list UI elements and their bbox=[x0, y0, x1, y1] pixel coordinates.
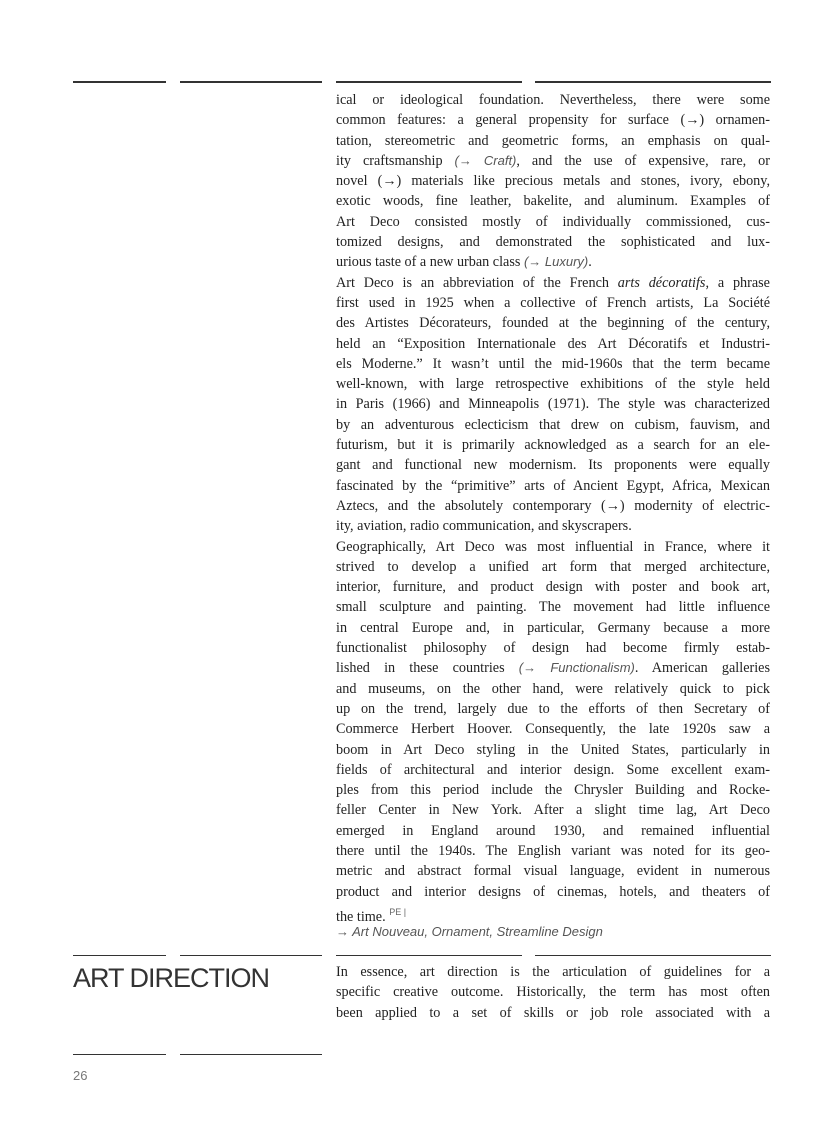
text-line bbox=[336, 882, 770, 902]
text-line bbox=[336, 557, 770, 577]
text-line bbox=[336, 273, 770, 293]
text-run: , a phrase bbox=[705, 274, 770, 291]
text-run: metric and abstract formal visual language, evident in numerous bbox=[336, 863, 770, 880]
text-run: ples from this period include the Chrysler Building and Rocke- bbox=[336, 782, 770, 799]
text-run: Aztecs, and the absolutely contemporary (→) modernity of electric- bbox=[336, 497, 770, 514]
art-direction-entry-text bbox=[336, 962, 770, 1023]
text-line bbox=[336, 962, 770, 982]
text-run: specific creative outcome. Historically, the term has most often bbox=[336, 984, 770, 1001]
text-line bbox=[336, 171, 770, 191]
text-run: well-known, with large retrospective exhibitions of the style held bbox=[336, 376, 770, 393]
text-run: product and interior designs of cinemas, hotels, and theaters of bbox=[336, 883, 770, 900]
column-rule bbox=[73, 955, 166, 956]
text-run: tation, stereometric and geometric forms, an emphasis on qual- bbox=[336, 132, 770, 149]
text-run: up on the trend, largely due to the efforts of then Secretary of bbox=[336, 700, 770, 717]
cross-reference-link[interactable]: (→ Luxury) bbox=[523, 254, 589, 270]
text-line bbox=[336, 658, 770, 678]
text-run: strived to develop a unified art form that merged architecture, bbox=[336, 558, 770, 575]
text-line bbox=[336, 313, 770, 333]
text-run: in central Europe and, in particular, Germany because a more bbox=[336, 619, 770, 636]
text-run: exotic woods, fine leather, bakelite, and aluminum. Examples of bbox=[336, 193, 770, 210]
page-number: 26 bbox=[73, 1068, 88, 1083]
text-line bbox=[336, 394, 770, 414]
text-run: common features: a general propensity for surface (→) ornamen- bbox=[336, 112, 770, 129]
text-line bbox=[336, 334, 770, 354]
text-line bbox=[336, 821, 770, 841]
text-line bbox=[336, 131, 770, 151]
text-line bbox=[336, 800, 770, 820]
text-run: by an adventurous eclecticism that drew on cubism, fauvism, and bbox=[336, 416, 770, 433]
text-run: ical or ideological foundation. Nevertheless, there were some bbox=[336, 92, 770, 108]
author-initials: PE | bbox=[389, 906, 407, 917]
text-run: interior, furniture, and product design with poster and book art, bbox=[336, 579, 770, 596]
text-line bbox=[336, 212, 770, 232]
text-line bbox=[336, 679, 770, 699]
text-run: . bbox=[588, 254, 592, 271]
column-rule bbox=[180, 81, 322, 83]
entry-heading: ART DIRECTION bbox=[73, 963, 270, 993]
text-run: emerged in England around 1930, and remained influential bbox=[336, 822, 770, 839]
text-line bbox=[336, 516, 770, 536]
column-rule bbox=[180, 955, 322, 956]
text-run: small sculpture and painting. The movement had little influence bbox=[336, 599, 770, 616]
text-line bbox=[336, 740, 770, 760]
text-run: gant and functional new modernism. Its proponents were equally bbox=[336, 457, 770, 474]
text-line bbox=[336, 699, 770, 719]
text-run: and museums, on the other hand, were relatively quick to pick bbox=[336, 680, 770, 697]
cross-reference-link[interactable]: (→ Craft) bbox=[454, 152, 517, 168]
text-line bbox=[336, 760, 770, 780]
text-line bbox=[336, 496, 770, 516]
text-run: in Paris (1966) and Minneapolis (1971). The style was characterized bbox=[336, 396, 770, 413]
text-run: the time. bbox=[336, 908, 390, 925]
text-line bbox=[336, 577, 770, 597]
text-run: . American galleries bbox=[634, 660, 770, 677]
text-line bbox=[336, 537, 770, 557]
column-rule bbox=[180, 1054, 322, 1055]
text-line bbox=[336, 922, 770, 942]
text-run: ity, aviation, radio communication, and skyscrapers. bbox=[336, 518, 632, 535]
column-rule bbox=[73, 1054, 166, 1055]
text-line bbox=[336, 252, 770, 272]
text-line bbox=[336, 780, 770, 800]
text-run: Geographically, Art Deco was most influential in France, where it bbox=[336, 538, 770, 555]
text-line bbox=[336, 455, 770, 475]
column-rule bbox=[336, 955, 522, 956]
text-run: ity craftsmanship bbox=[336, 152, 455, 169]
text-run: Commerce Herbert Hoover. Consequently, the late 1920s saw a bbox=[336, 721, 770, 738]
text-line bbox=[336, 719, 770, 739]
text-line bbox=[336, 476, 770, 496]
text-line bbox=[336, 861, 770, 881]
text-line bbox=[336, 90, 770, 110]
text-line bbox=[336, 618, 770, 638]
text-line bbox=[336, 982, 770, 1002]
text-run: Art Deco is an abbreviation of the French bbox=[336, 274, 618, 291]
art-deco-entry-text bbox=[336, 90, 770, 942]
text-run: feller Center in New York. After a slight time lag, Art Deco bbox=[336, 802, 770, 819]
text-line bbox=[336, 151, 770, 171]
text-line bbox=[336, 841, 770, 861]
text-run: , and the use of expensive, rare, or bbox=[516, 152, 770, 169]
cross-reference-link[interactable]: → Art Nouveau, Ornament, Streamline Design bbox=[336, 924, 603, 940]
column-rule bbox=[535, 81, 771, 83]
text-run: urious taste of a new urban class bbox=[336, 254, 524, 271]
text-line bbox=[336, 374, 770, 394]
text-line bbox=[336, 191, 770, 211]
text-run: been applied to a set of skills or job role associated with a bbox=[336, 1004, 770, 1021]
text-run: els Moderne.” It wasn’t until the mid-1960s that the term became bbox=[336, 355, 770, 372]
text-run: des Artistes Décorateurs, founded at the beginning of the century, bbox=[336, 315, 770, 332]
text-line bbox=[336, 110, 770, 130]
text-run: held an “Exposition Internationale des Art Décoratifs et Industri- bbox=[336, 335, 770, 352]
text-line bbox=[336, 415, 770, 435]
cross-reference-link[interactable]: (→ Functionalism) bbox=[518, 660, 635, 676]
text-line bbox=[336, 902, 770, 925]
text-run: functionalist philosophy of design had become firmly estab- bbox=[336, 640, 770, 657]
column-rule bbox=[336, 81, 522, 83]
text-line bbox=[336, 354, 770, 374]
text-run: there until the 1940s. The English variant was noted for its geo- bbox=[336, 842, 770, 859]
text-line bbox=[336, 232, 770, 252]
column-rule bbox=[73, 81, 166, 83]
text-line bbox=[336, 1003, 770, 1023]
text-run: tomized designs, and demonstrated the sophisticated and lux- bbox=[336, 234, 770, 251]
text-run: first used in 1925 when a collective of French artists, La Société bbox=[336, 294, 770, 311]
text-line bbox=[336, 597, 770, 617]
column-rule bbox=[535, 955, 771, 956]
text-run: fascinated by the “primitive” arts of Ancient Egypt, Africa, Mexican bbox=[336, 477, 770, 494]
text-run: Art Deco consisted mostly of individually commissioned, cus- bbox=[336, 213, 770, 230]
text-run: novel (→) materials like precious metals and stones, ivory, ebony, bbox=[336, 173, 770, 190]
text-run: lished in these countries bbox=[336, 660, 519, 677]
text-line bbox=[336, 435, 770, 455]
text-run: In essence, art direction is the articulation of guidelines for a bbox=[336, 964, 770, 980]
italic-term: arts décoratifs bbox=[617, 274, 706, 291]
text-run: futurism, but it is primarily acknowledged as a search for an ele- bbox=[336, 437, 770, 454]
text-line bbox=[336, 638, 770, 658]
text-run: fields of architectural and interior design. Some excellent exam- bbox=[336, 761, 770, 778]
text-run: boom in Art Deco styling in the United States, particularly in bbox=[336, 741, 770, 758]
text-line bbox=[336, 293, 770, 313]
